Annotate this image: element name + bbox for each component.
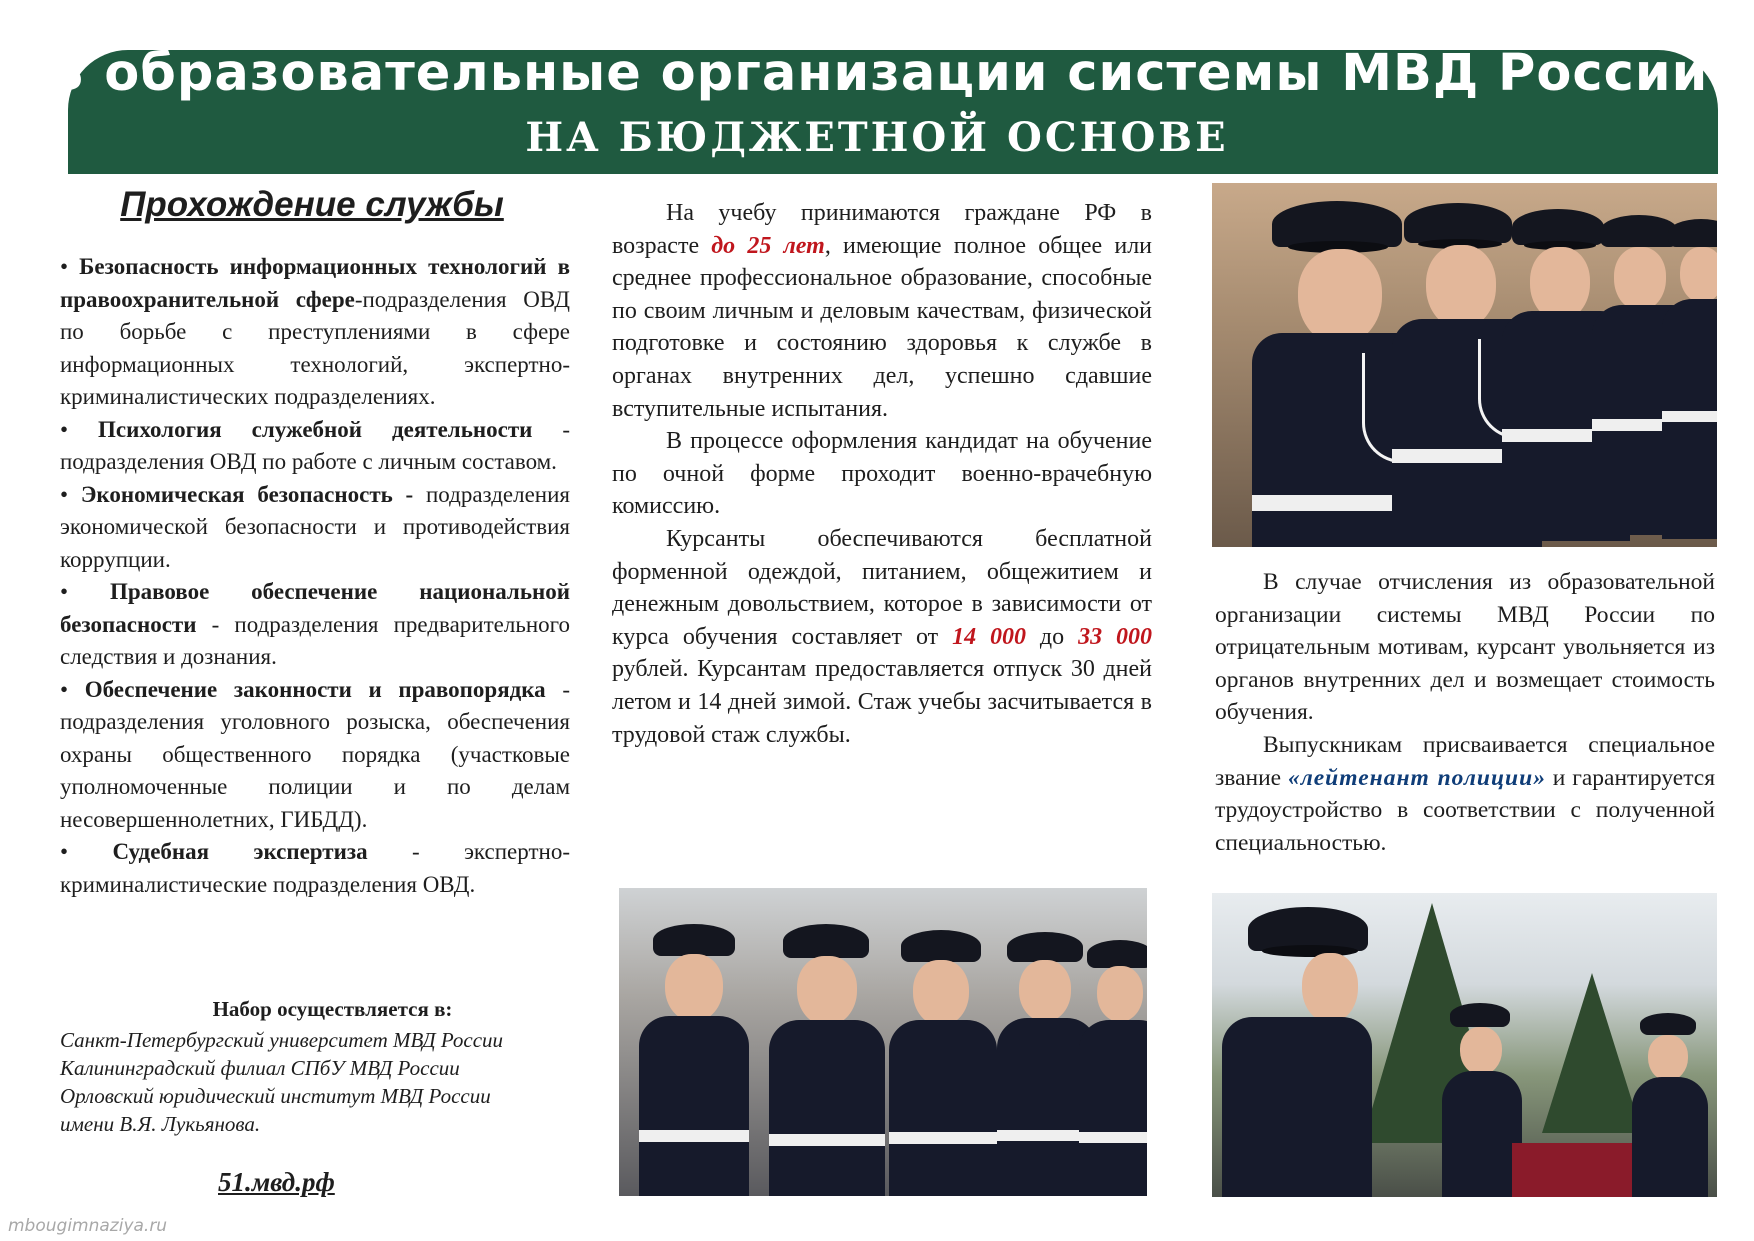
specialization-description: подразделения экономической безопасности и противодействия коррупции. <box>60 481 570 572</box>
photo-graduation-ceremony <box>1212 893 1717 1197</box>
left-column <box>60 185 570 901</box>
photo-male-cadets <box>619 888 1147 1196</box>
benefits-paragraph: Курсанты обеспечиваются бесплатной форменной одеждой, питанием, общежитием и денежным довольствием, которое в зависимости от курса обучения составляет от 14 000 до 33 000 рублей. Курсантам предоставляется отпуск 30 дней летом и 14 дней зимой. Стаж учебы засчитывается в трудовой стаж службы. <box>612 525 1153 748</box>
institution-item: Санкт-Петербургский университет МВД России <box>60 1028 504 1052</box>
bullet: • <box>60 481 81 507</box>
page-title: В образовательные организации системы МВД России <box>45 44 1709 103</box>
rank-title: «лейтенант полиции» <box>1287 764 1546 791</box>
website-link[interactable]: 51.мвд.рф <box>218 1167 335 1197</box>
allowance-to: 33 000 <box>1078 623 1153 650</box>
age-limit: до 25 лет <box>711 232 825 259</box>
ceremony-table <box>1512 1143 1642 1197</box>
bullet: • <box>60 579 110 604</box>
list-item <box>60 251 570 414</box>
specialization-description: - подразделения уголовного розыска, обеспечения охраны общественного порядка (участковые уполномоченные полиции и по делам несовершеннолетних, ГИБДД). <box>60 676 570 832</box>
watermark: mbougimnaziya.ru <box>8 1216 168 1236</box>
specialization-description: - экспертно-криминалистические подразделения ОВД. <box>60 839 570 897</box>
bullet: • <box>60 839 113 864</box>
specialization-name: Правовое обеспечение национальной безопасности <box>60 579 570 637</box>
specialization-name: Судебная экспертиза <box>112 839 368 864</box>
section-heading: Прохождение службы <box>120 185 504 224</box>
institution-item: Калининградский филиал СПбУ МВД России <box>60 1056 460 1080</box>
right-column <box>1215 566 1715 859</box>
specialization-list <box>60 251 570 901</box>
specialization-name: Безопасность информационных технологий в правоохранительной сфере <box>60 254 570 312</box>
institution-item: Орловский юридический институт МВД России <box>60 1084 491 1108</box>
tree <box>1542 973 1642 1133</box>
list-item <box>60 576 570 674</box>
medical-paragraph: В процессе оформления кандидат на обучение по очной форме проходит военно-врачебную комиссию. <box>612 428 1152 520</box>
page-subtitle: НА БЮДЖЕТНОЙ ОСНОВЕ <box>525 114 1229 161</box>
allowance-from: 14 000 <box>952 623 1026 650</box>
middle-column <box>612 197 1152 751</box>
bullet: • <box>60 416 98 442</box>
list-item <box>60 479 570 577</box>
specialization-name: Психология служебной деятельности <box>98 416 533 442</box>
list-item <box>60 836 570 901</box>
institution-item: имени В.Я. Лукьянова. <box>60 1112 261 1136</box>
specialization-description: - подразделения ОВД по работе с личным составом. <box>60 416 570 474</box>
specialization-name: Экономическая безопасность - <box>80 481 414 507</box>
specialization-name: Обеспечение законности и правопорядка <box>84 676 546 702</box>
specialization-description: - подразделения предварительного следствия и дознания. <box>60 611 570 669</box>
recruitment-block <box>60 997 575 1138</box>
expulsion-paragraph: В случае отчисления из образовательной организации системы МВД России по отрицательным мотивам, курсант увольняется из органов внутренних дел и возмещает стоимость обучения. <box>1215 569 1715 726</box>
recruitment-title: Набор осуществляется в: <box>212 997 453 1021</box>
institution-list <box>60 1026 575 1138</box>
list-item <box>60 414 570 479</box>
list-item <box>60 674 570 837</box>
bullet: • <box>60 254 80 279</box>
specialization-description: -подразделения ОВД по борьбе с преступлениями в сфере информационных технологий, экспертно-криминалистических подразделениях. <box>60 286 570 409</box>
photo-female-cadets <box>1212 183 1717 547</box>
graduate-paragraph: Выпускникам присваивается специальное звание «лейтенант полиции» и гарантируется трудоустройство в соответствии с полученной специальностью. <box>1215 731 1716 856</box>
bullet: • <box>60 676 85 702</box>
admission-paragraph: На учебу принимаются граждане РФ в возрасте до 25 лет, имеющие полное общее или среднее профессиональное образование, способные по своим личным и деловым качествам, физической подготовке и состоянию здоровья к службе в органах внутренних дел, успешно сдавшие вступительные испытания. <box>612 200 1153 422</box>
